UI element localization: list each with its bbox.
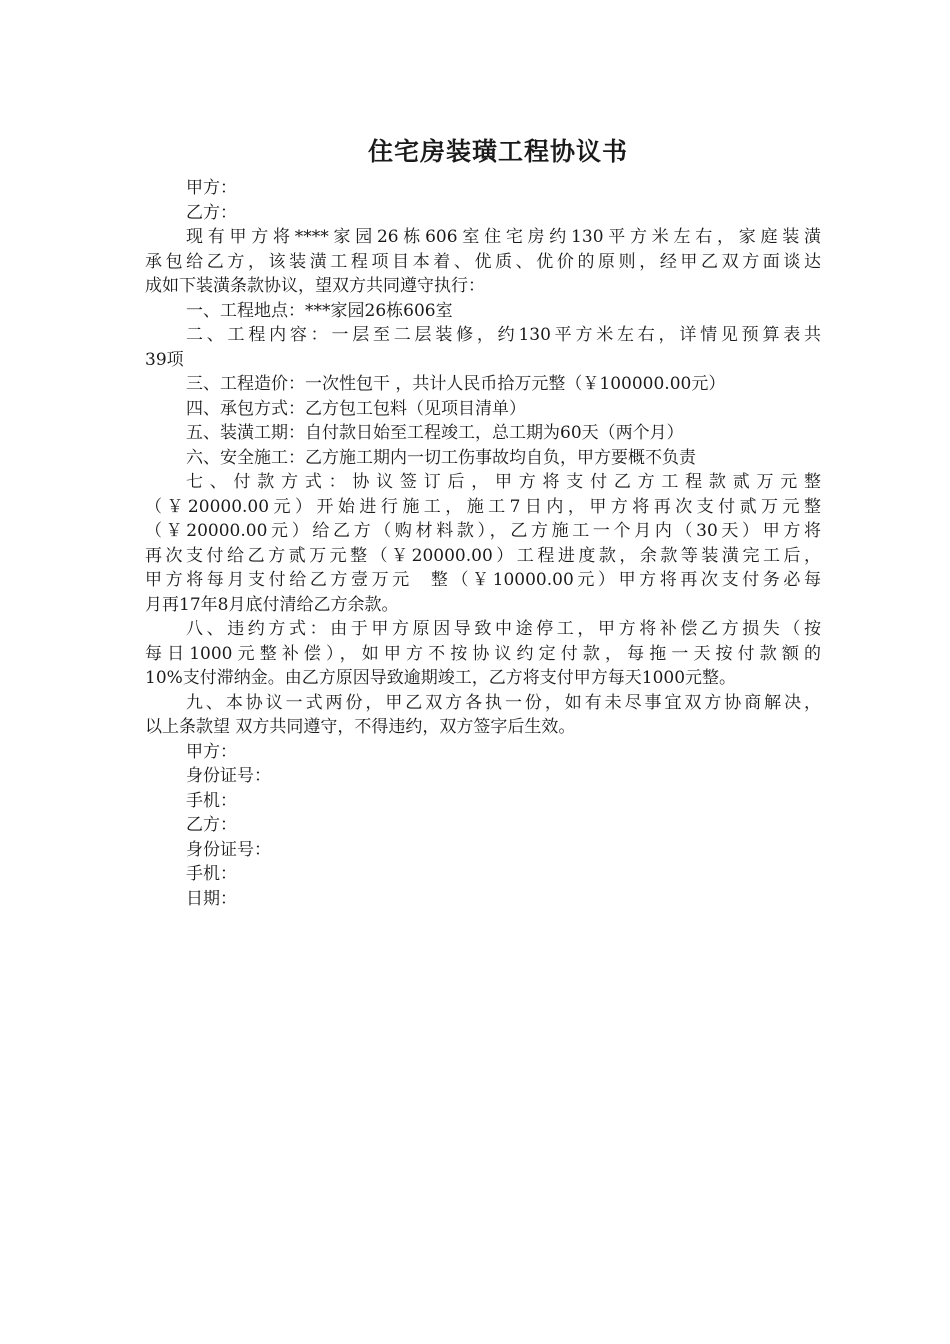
clause-8-line-1: 八、违约方式：由于甲方原因导致中途停工，甲方将补偿乙方损失（按 — [186, 619, 821, 639]
clause-7-line-3: （￥20000.00元）给乙方（购材料款），乙方施工一个月内（30天）甲方将 — [145, 521, 821, 541]
clause-9-line-1: 九、本协议一式两份，甲乙双方各执一份，如有未尽事宜双方协商解决， — [186, 692, 821, 713]
clause-8-line-2: 每日1000元整补偿），如甲方不按协议约定付款，每拖一天按付款额的 — [145, 643, 821, 664]
sign-party-b-id: 身份证号： — [186, 839, 271, 860]
intro-line-3: 成如下装潢条款协议，望双方共同遵守执行： — [145, 276, 485, 296]
party-b-label: 乙方： — [186, 202, 237, 223]
sign-party-a: 甲方： — [186, 741, 237, 762]
clause-7-line-4: 再次支付给乙方贰万元整（￥20000.00）工程进度款，余款等装潢完工后， — [145, 545, 821, 566]
sign-date: 日期： — [186, 888, 237, 909]
clause-2-line-2: 39项 — [145, 349, 184, 370]
document-page — [145, 132, 821, 911]
document-title: 住宅房装璜工程协议书 — [367, 137, 628, 166]
intro-line-2: 承包给乙方，该装潢工程项目本着、优质、优价的原则，经甲乙双方面谈达 — [145, 251, 821, 272]
clause-8-line-3: 10%支付滞纳金。由乙方原因导致逾期竣工，乙方将支付甲方每天1000元整。 — [145, 668, 737, 688]
clause-2-line-1: 二、工程内容：一层至二层装修，约130平方米左右，详情见预算表共 — [186, 325, 821, 345]
clause-7-line-6: 月再17年8月底付清给乙方余款。 — [145, 594, 399, 615]
sign-party-a-phone: 手机： — [186, 790, 237, 811]
clause-9-line-2: 以上条款望 双方共同遵守，不得违约，双方签字后生效。 — [145, 717, 576, 737]
clause-1: 一、工程地点：***家园26栋606室 — [186, 300, 453, 321]
clause-4: 四、承包方式：乙方包工包料（见项目清单） — [186, 398, 526, 419]
clause-3: 三、工程造价：一次性包干 ，共计人民币拾万元整（￥100000.00元） — [186, 374, 726, 394]
clause-7-line-1: 七、付款方式：协议签订后，甲方将支付乙方工程款贰万元整 — [186, 472, 821, 492]
party-a-label: 甲方： — [186, 178, 237, 198]
clause-5: 五、装潢工期：自付款日始至工程竣工，总工期为60天（两个月） — [186, 423, 684, 443]
sign-party-b: 乙方： — [186, 815, 237, 835]
sign-party-b-phone: 手机： — [186, 864, 237, 884]
intro-line-1: 现有甲方将****家园26栋606室住宅房约130平方米左右，家庭装潢 — [186, 227, 821, 247]
clause-7-line-2: （￥20000.00元）开始进行施工，施工7日内，甲方将再次支付贰万元整 — [145, 496, 821, 517]
sign-party-a-id: 身份证号： — [186, 766, 271, 786]
clause-7-line-5: 甲方将每月支付给乙方壹万元 整（￥10000.00元）甲方将再次支付务必每 — [145, 570, 821, 590]
clause-6: 六、安全施工：乙方施工期内一切工伤事故均自负，甲方要概不负责 — [186, 447, 696, 468]
